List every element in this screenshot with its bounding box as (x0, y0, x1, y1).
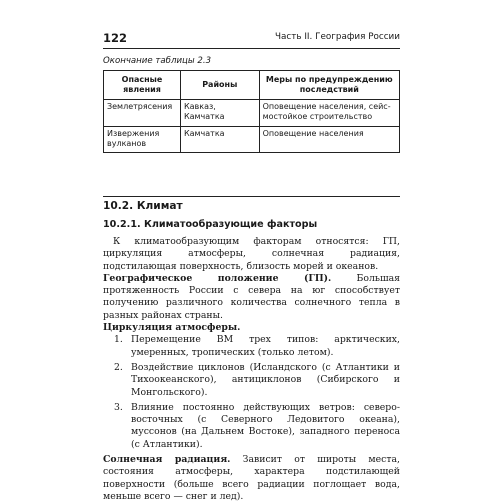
list-text: Воздействие циклонов (Исландского (с Атлантики и Тихоокеанского), антициклонов (Сибирского и Монгольского). (131, 361, 400, 398)
intro-paragraph: К климатообразующим факторам относятся: ГП, циркуляция атмосферы, солнечная радиация, подстилающая поверхность, близость морей и океанов. (103, 236, 400, 272)
table-header-row (104, 71, 400, 100)
column-header: Районы (180, 71, 259, 100)
table-row (104, 100, 400, 127)
list-text: Перемещение ВМ трех типов: арктических, умеренных, тропических (только летом). (131, 334, 400, 358)
column-header: Меры по предупреждению последствий (259, 71, 399, 100)
subsection-title: 10.2.1. Климатообразующие факторы (103, 219, 318, 230)
running-head: Часть II. География России (274, 32, 400, 42)
solar-paragraph (103, 454, 400, 503)
circulation-heading: Циркуляция атмосферы. (103, 322, 241, 334)
table-cell: Оповещение населения, сейс-мостойкое строительство (259, 100, 399, 127)
solar-text: Зависит от широты места, состояния атмосферы, характера подстилающей поверхности (больше всего радиации поглощает вода, меньше всего — снег и лед). (103, 454, 400, 502)
table-cell: Камчатка (180, 127, 259, 153)
table-row (104, 127, 400, 153)
list-number: 1. (114, 334, 123, 346)
list-item (103, 362, 400, 399)
section-title: 10.2. Климат (103, 196, 400, 212)
page-number: 122 (103, 31, 128, 45)
solar-run-in: Солнечная радиация. (103, 454, 231, 466)
body-text (103, 236, 400, 503)
list-number: 2. (114, 361, 123, 373)
column-header: Опасные явления (104, 71, 181, 100)
table-cell: Оповещение населения (259, 127, 399, 153)
table-cell: Землетрясения (104, 100, 181, 127)
hazards-table (103, 70, 400, 153)
geo-text: Большая протяженность России с севера на юг способствует получению различного количества солнечного тепла в разных районах страны. (103, 272, 401, 321)
page-header (103, 30, 400, 49)
geo-paragraph (103, 273, 400, 322)
list-item (103, 334, 400, 359)
table-cell: Извержения вулканов (104, 127, 181, 153)
geo-run-in: Географическое положение (ГП). (103, 272, 332, 284)
list-text: Влияние постоянно действующих ветров: северо-восточных (с Северного Ледовитого океана), муссонов (на Дальнем Востоке), западного переноса (с Атлантики). (131, 401, 400, 450)
list-number: 3. (114, 401, 123, 413)
list-item (103, 402, 400, 451)
table-caption: Окончание таблицы 2.3 (103, 56, 212, 66)
table-cell: Кавказ, Камчатка (180, 100, 259, 127)
book-page (103, 30, 401, 502)
circulation-list (103, 334, 400, 451)
